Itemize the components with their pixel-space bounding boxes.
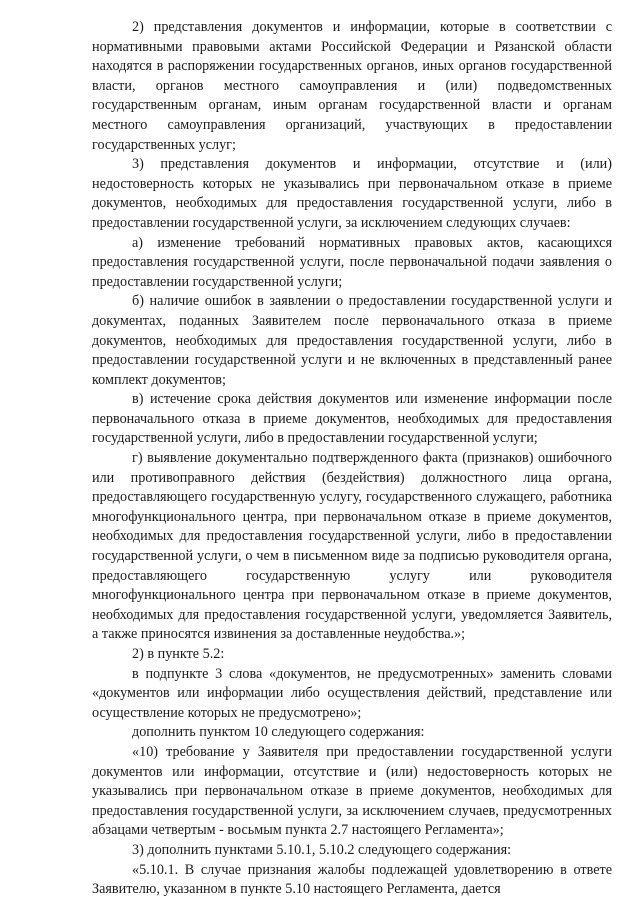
paragraph-subitem-b: б) наличие ошибок в заявлении о предоставлении государственной услуги и документах, поданных Заявителем после первоначального отказа в приеме документов, необходимых для предоставления государственной услуги, либо в предоставлении государственной услуги и не включенных в представленный ранее комплект документов; (92, 293, 612, 388)
paragraph-item-3: 3) представления документов и информации, отсутствие и (или) недостоверность которых не указывались при первоначальном отказе в приеме документов, необходимых для предоставления государственной услуги, либо в предоставлении государственной услуги, за исключением следующих случаев: (92, 156, 612, 231)
paragraph-subpoint-3-replace: в подпункте 3 слова «документов, не предусмотренных» заменить словами «документов или информации либо осуществления действий, представление или осуществление которых не предусмотрено»; (92, 665, 612, 721)
paragraph-item-2: 2) представления документов и информации, которые в соответствии с нормативными правовыми актами Российской Федерации и Рязанской области находятся в распоряжении государственных органов, иных органов государственной власти, органов местного самоуправления и (или) подведомственных государственным органам, иным органам государственной власти и органам местного самоуправления организаций, участвующих в предоставлении государственных услуг; (92, 19, 612, 153)
paragraph-point-5-2: 2) в пункте 5.2: (132, 646, 225, 662)
paragraph-subitem-g: г) выявление документально подтвержденного факта (признаков) ошибочного или противоправного действия (бездействия) должностного лица органа, предоставляющего государственную услугу, государственного служащего, работника многофункционального центра, при первоначальном отказе в приеме документов, необходимых для предоставления государственной услуги, либо в предоставлении государственной услуги, о чем в письменном виде за подписью руководителя органа, предоставляющего государственную услугу или руководителя многофункционального центра при первоначальном отказе в приеме документов, необходимых для предоставления государственной услуги, уведомляется Заявитель, а также приносятся извинения за доставленные неудобства.»; (92, 450, 612, 643)
paragraph-point-10-text: «10) требование у Заявителя при предоставлении государственной услуги документов или информации, отсутствие и (или) недостоверность которых не указывались при первоначальном отказе в приеме документов, необходимых для предоставления государственной услуги, за исключением случаев, предусмотренных абзацами четвертым - восьмым пункта 2.7 настоящего Регламента»; (92, 743, 612, 839)
paragraph-subitem-a: а) изменение требований нормативных правовых актов, касающихся предоставления государственной услуги, после первоначальной подачи заявления о предоставлении государственной услуги; (92, 234, 612, 290)
paragraph-add-points-5-10: 3) дополнить пунктами 5.10.1, 5.10.2 следующего содержания: (132, 841, 512, 858)
document-page (92, 18, 612, 900)
paragraph-5-10-1: «5.10.1. В случае признания жалобы подлежащей удовлетворению в ответе Заявителю, указанном в пункте 5.10 настоящего Регламента, дается (92, 861, 612, 898)
paragraph-subitem-v: в) истечение срока действия документов или изменение информации после первоначального отказа в приеме документов, необходимых для предоставления государственной услуги, либо в предоставлении государственной услуги; (92, 391, 612, 447)
paragraph-add-point-10: дополнить пунктом 10 следующего содержания: (132, 724, 425, 741)
